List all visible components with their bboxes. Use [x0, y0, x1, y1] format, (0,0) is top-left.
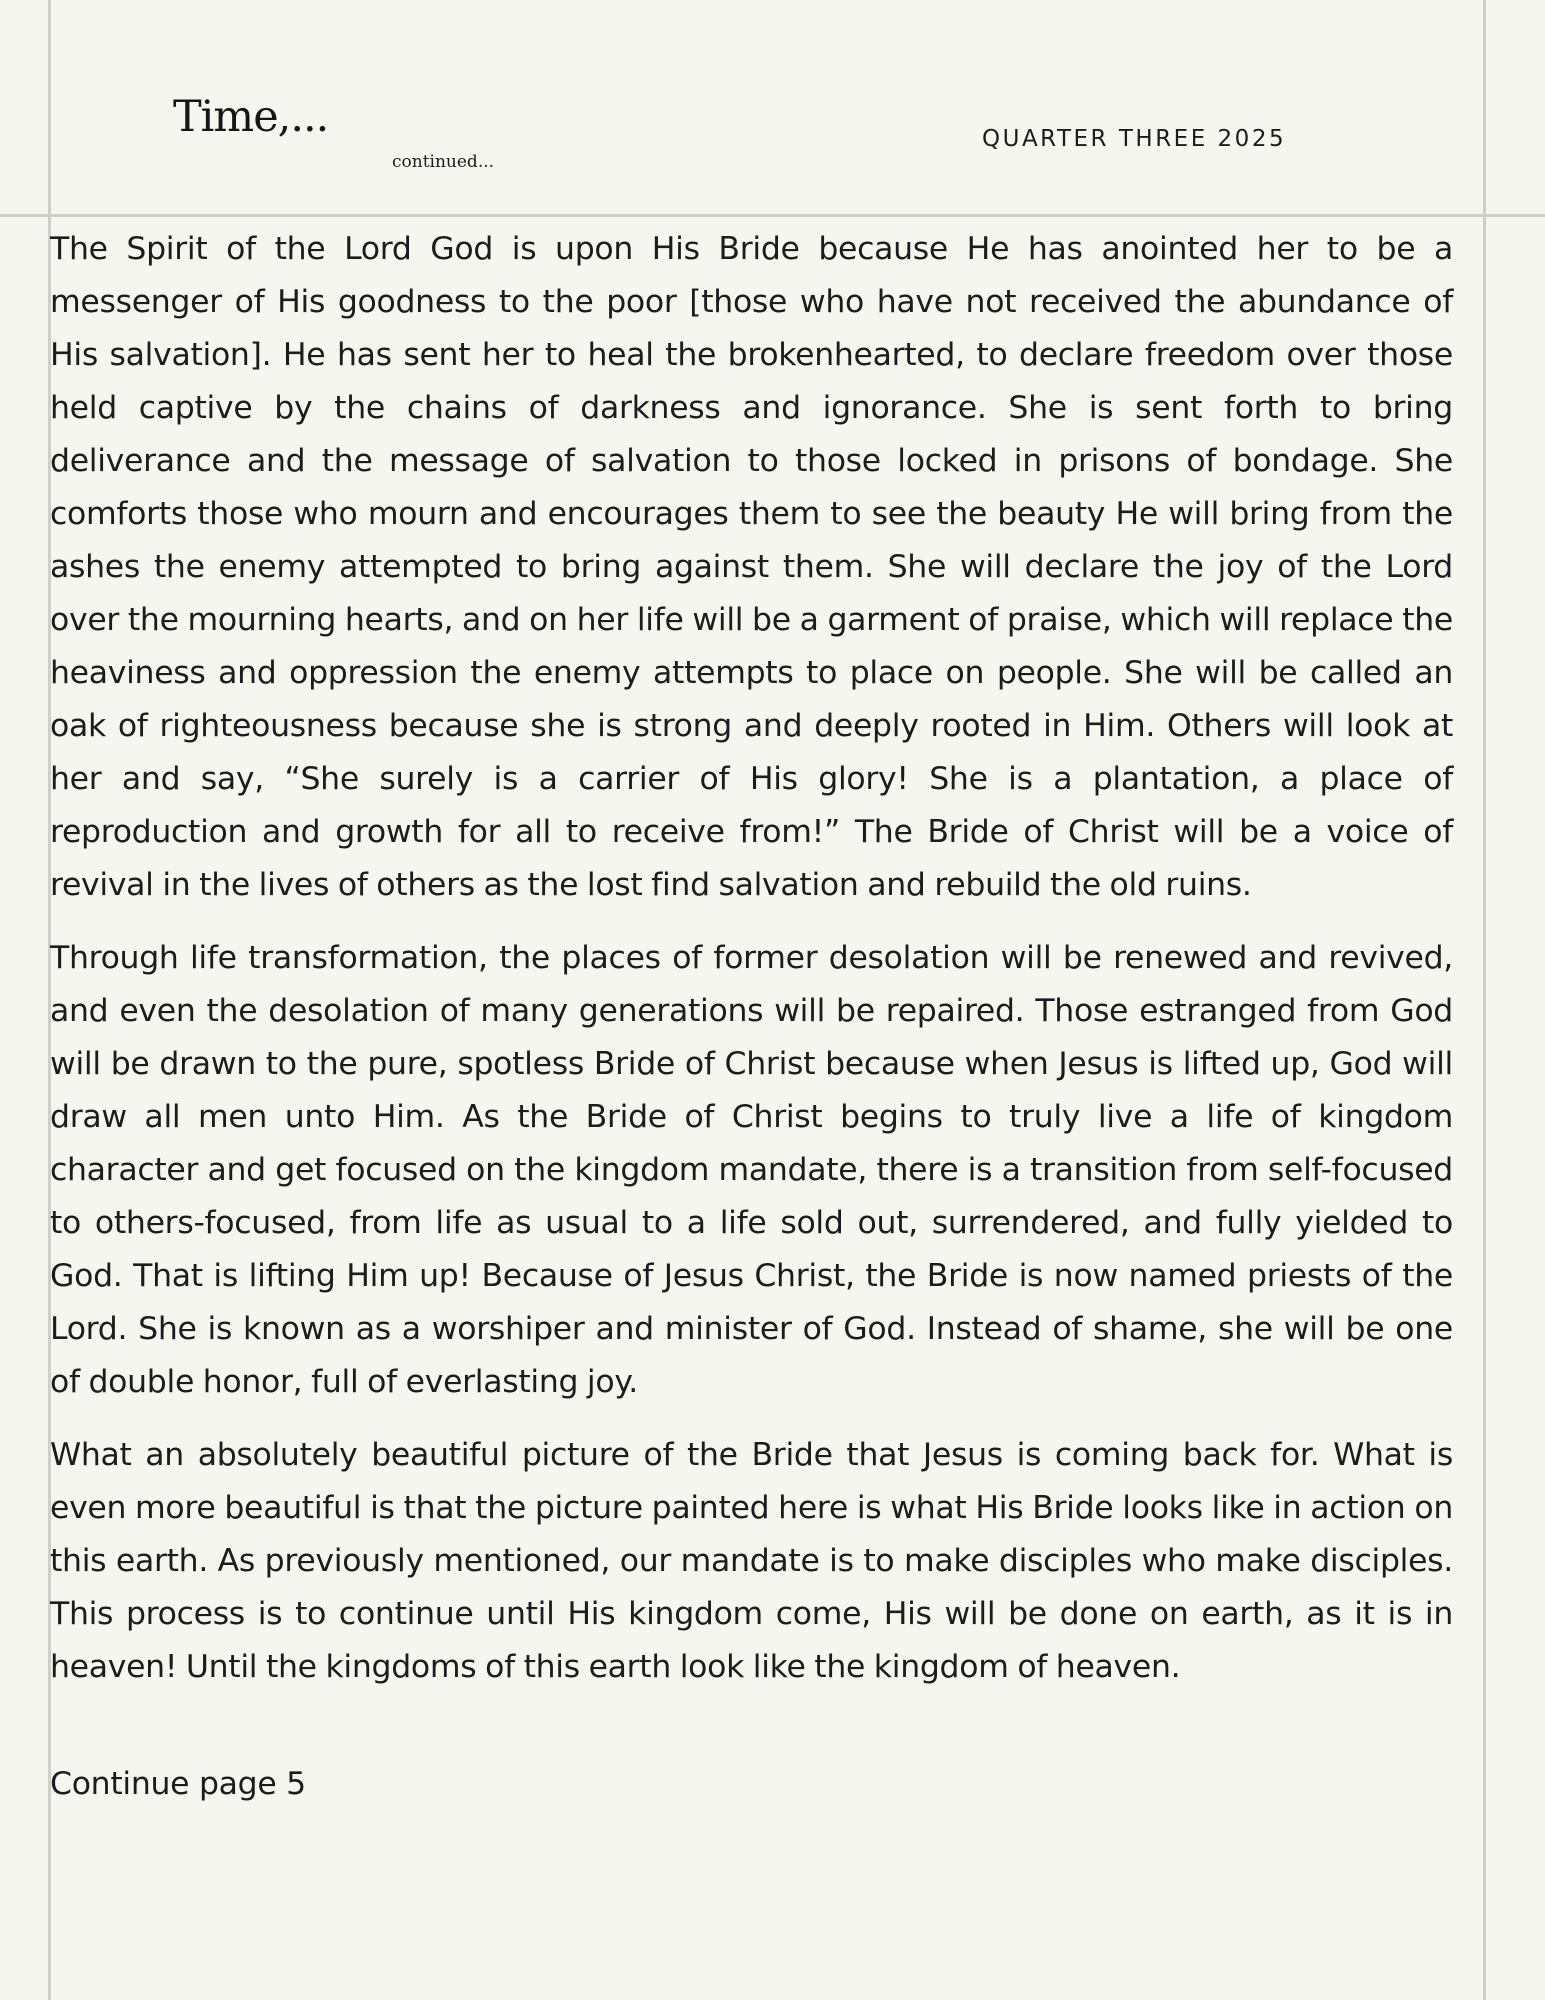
continued-label: continued... [392, 152, 495, 172]
issue-label: QUARTER THREE 2025 [982, 126, 1287, 152]
article-paragraph-2: Through life transformation, the places of former desolation will be renewed and revived, and even the desolation of many generations will be repaired. Those estranged from God will be drawn to the pure, spotless Bride of Christ because when Jesus is lifted up, God will draw all men unto Him. As the Bride of Christ begins to truly live a life of kingdom character and get focused on the kingdom mandate, there is a transition from self-focused to others-focused, from life as usual to a life sold out, surrendered, and fully yielded to God. That is lifting Him up! Because of Jesus Christ, the Bride is now named priests of the Lord. She is known as a worshiper and minister of God. Instead of shame, she will be one of double honor, full of everlasting joy. [50, 940, 1453, 1400]
article-paragraph-1: The Spirit of the Lord God is upon His Bride because He has anointed her to be a messenger of His goodness to the poor [those who have not received the abundance of His salvation]. He has sent her to heal the brokenhearted, to declare freedom over those held captive by the chains of darkness and ignorance. She is sent forth to bring deliverance and the message of salvation to those locked in prisons of bondage. She comforts those who mourn and encourages them to see the beauty He will bring from the ashes the enemy attempted to bring against them. She will declare the joy of the Lord over the mourning hearts, and on her life will be a garment of praise, which will replace the heaviness and oppression the enemy attempts to place on people. She will be called an oak of righteousness because she is strong and deeply rooted in Him. Others will look at her and say, “She surely is a carrier of His glory! She is a plantation, a place of reproduction and growth for all to receive from!” The Bride of Christ will be a voice of revival in the lives of others as the lost find salvation and rebuild the old ruins. [50, 231, 1453, 903]
article-body [50, 223, 1453, 1714]
right-margin-rule [1483, 0, 1486, 2000]
header-divider [0, 214, 1545, 217]
continue-page-note: Continue page 5 [50, 1766, 306, 1802]
page-title: Time,... [173, 92, 329, 142]
article-paragraph-3: What an absolutely beautiful picture of the Bride that Jesus is coming back for. What is even more beautiful is that the picture painted here is what His Bride looks like in action on this earth. As previously mentioned, our mandate is to make disciples who make disciples. This process is to continue until His kingdom come, His will be done on earth, as it is in heaven! Until the kingdoms of this earth look like the kingdom of heaven. [50, 1437, 1453, 1685]
